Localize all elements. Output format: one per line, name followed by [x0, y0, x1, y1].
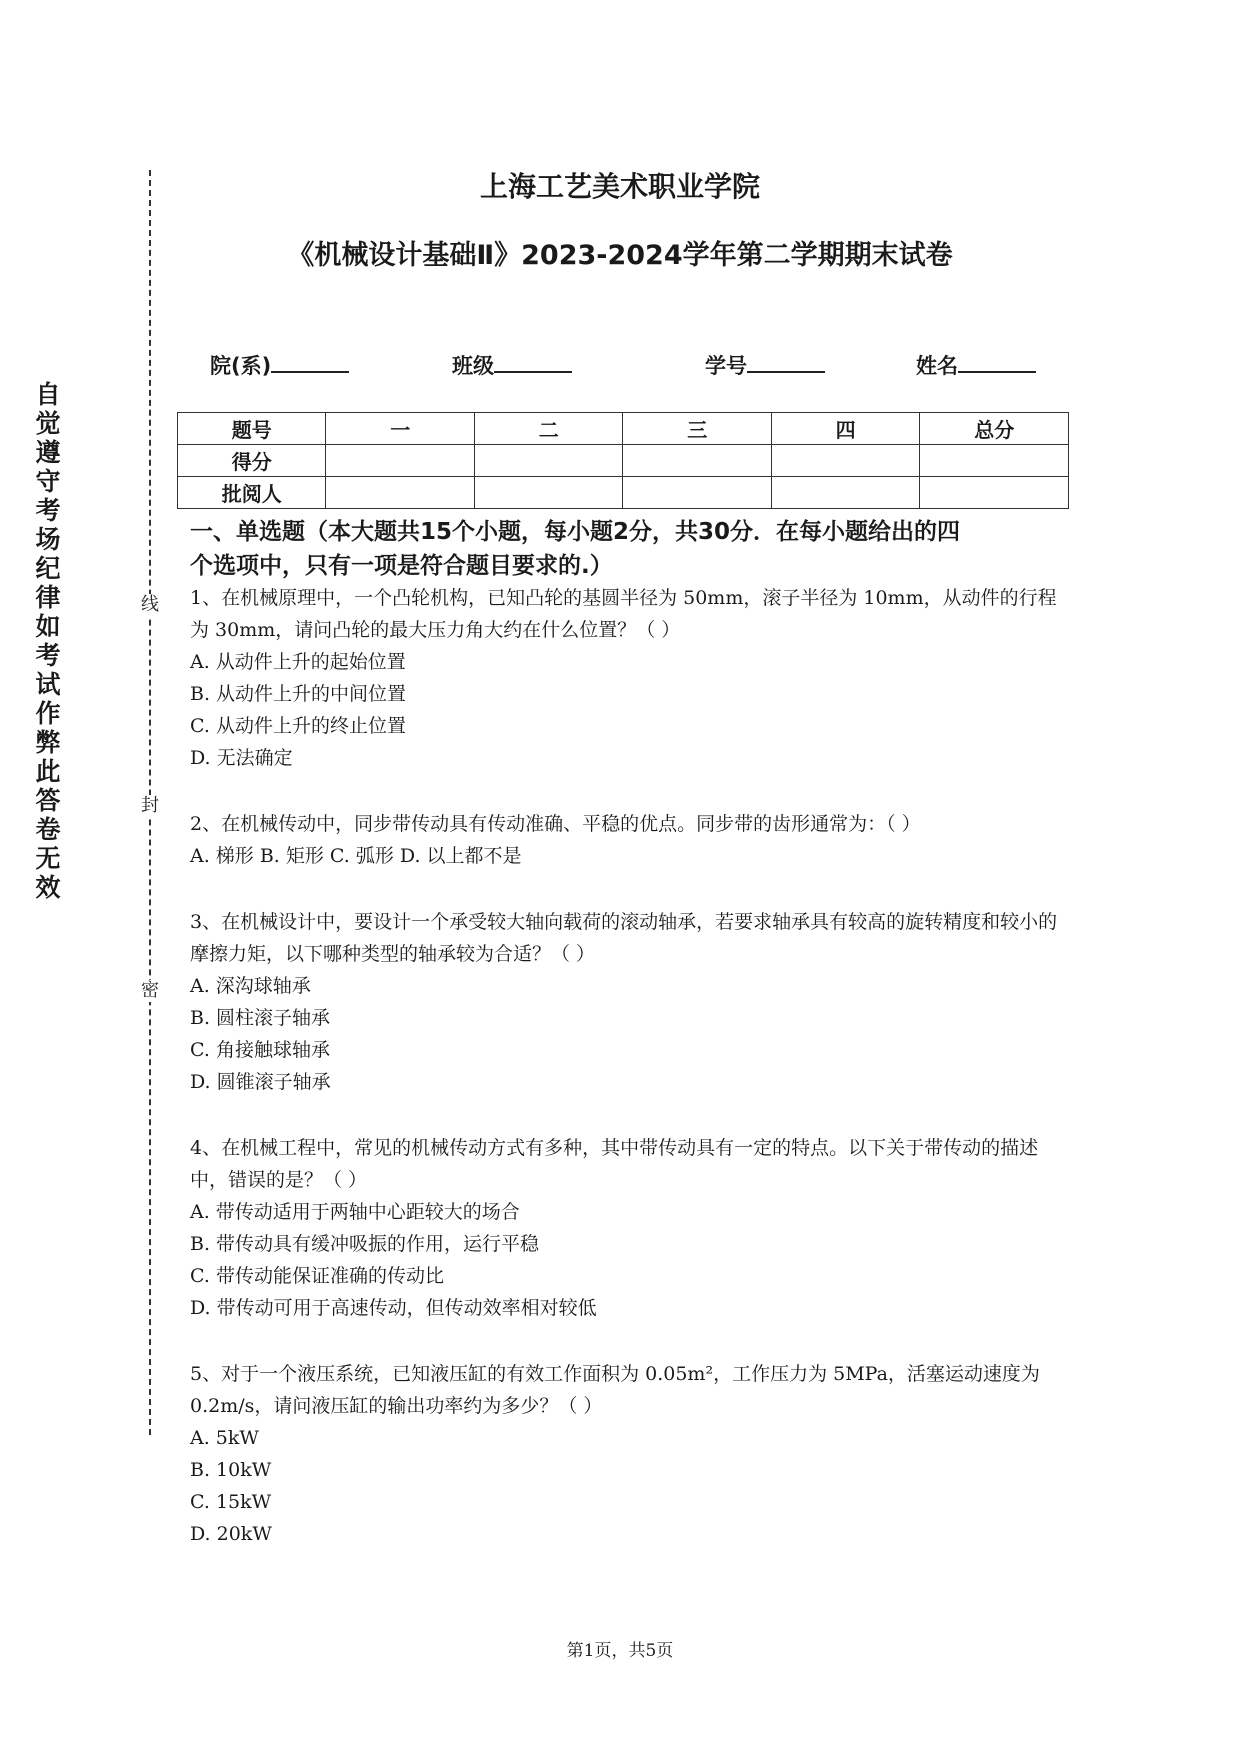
seal-char-seal: 封	[141, 795, 159, 816]
grader-cell[interactable]	[623, 477, 771, 509]
table-header-cell: 总分	[920, 413, 1069, 445]
question-1-text: 1、在机械原理中，一个凸轮机构，已知凸轮的基圆半径为 50mm，滚子半径为 10mm，从动件的行程为 30mm，请问凸轮的最大压力角大约在什么位置？（ ）	[190, 587, 1057, 641]
score-cell[interactable]	[623, 445, 771, 477]
question-4-text: 4、在机械工程中，常见的机械传动方式有多种，其中带传动具有一定的特点。以下关于带传动的描述中，错误的是？（ ）	[190, 1137, 1039, 1191]
class-blank[interactable]	[494, 351, 572, 373]
name-field[interactable]	[916, 350, 1036, 380]
dept-field[interactable]	[210, 350, 349, 380]
question-3-text: 3、在机械设计中，要设计一个承受较大轴向载荷的滚动轴承，若要求轴承具有较高的旋转精度和较小的摩擦力矩，以下哪种类型的轴承较为合适？（ ）	[190, 911, 1058, 965]
section-heading	[190, 515, 1070, 583]
grader-cell[interactable]	[771, 477, 919, 509]
table-row	[178, 445, 1069, 477]
student-id-field[interactable]	[705, 350, 825, 380]
seal-char-line: 线	[141, 594, 159, 615]
question-4-option-d[interactable]: D. 带传动可用于高速传动，但传动效率相对较低	[190, 1297, 597, 1319]
grader-cell[interactable]	[474, 477, 622, 509]
score-table-header-row	[178, 413, 1069, 445]
dept-label: 院(系)	[210, 354, 272, 378]
class-field[interactable]	[452, 350, 572, 380]
score-cell[interactable]	[771, 445, 919, 477]
question-5-text: 5、对于一个液压系统，已知液压缸的有效工作面积为 0.05m²，工作压力为 5MPa，活塞运动速度为 0.2m/s，请问液压缸的输出功率约为多少？（ ）	[190, 1363, 1040, 1417]
row-label: 批阅人	[178, 477, 326, 509]
question-5-option-c[interactable]: C. 15kW	[190, 1491, 272, 1513]
exam-title: 《机械设计基础Ⅱ》2023-2024学年第二学期期末试卷	[287, 240, 953, 271]
question-5-option-b[interactable]: B. 10kW	[190, 1459, 272, 1481]
score-table	[177, 412, 1069, 509]
table-header-cell: 二	[474, 413, 622, 445]
question-4-option-a[interactable]: A. 带传动适用于两轴中心距较大的场合	[190, 1201, 520, 1223]
name-label: 姓名	[916, 354, 958, 378]
question-5-option-a[interactable]: A. 5kW	[190, 1427, 259, 1449]
question-1-option-c[interactable]: C. 从动件上升的终止位置	[190, 715, 406, 737]
question-4-option-b[interactable]: B. 带传动具有缓冲吸振的作用，运行平稳	[190, 1233, 540, 1255]
section-heading-line-2: 个选项中，只有一项是符合题目要求的.）	[190, 553, 613, 579]
seal-char-secret: 密	[141, 980, 159, 1001]
table-header-cell: 四	[771, 413, 919, 445]
grader-cell[interactable]	[326, 477, 474, 509]
question-2-text: 2、在机械传动中，同步带传动具有传动准确、平稳的优点。同步带的齿形通常为：（ ）	[190, 813, 921, 835]
question-1-option-d[interactable]: D. 无法确定	[190, 747, 293, 769]
page-number: 第1页，共5页	[566, 1641, 674, 1661]
row-label: 得分	[178, 445, 326, 477]
question-3-option-b[interactable]: B. 圆柱滚子轴承	[190, 1007, 331, 1029]
question-3-option-c[interactable]: C. 角接触球轴承	[190, 1039, 330, 1061]
name-blank[interactable]	[958, 351, 1036, 373]
section-heading-line-1: 一、单选题（本大题共15个小题，每小题2分，共30分．在每小题给出的四	[190, 519, 961, 545]
question-5-option-d[interactable]: D. 20kW	[190, 1523, 272, 1545]
dept-blank[interactable]	[271, 351, 349, 373]
grader-cell[interactable]	[920, 477, 1069, 509]
question-2-options[interactable]: A. 梯形 B. 矩形 C. 弧形 D. 以上都不是	[190, 845, 522, 867]
class-label: 班级	[452, 354, 494, 378]
table-header-cell: 题号	[178, 413, 326, 445]
exam-discipline-notice: 自觉遵守考场纪律如考试作弊此答卷无效	[35, 380, 61, 902]
question-1-option-b[interactable]: B. 从动件上升的中间位置	[190, 683, 407, 705]
score-cell[interactable]	[474, 445, 622, 477]
student-id-blank[interactable]	[747, 351, 825, 373]
score-cell[interactable]	[326, 445, 474, 477]
table-row	[178, 477, 1069, 509]
school-name: 上海工艺美术职业学院	[479, 170, 760, 203]
student-id-label: 学号	[705, 354, 747, 378]
question-4-option-c[interactable]: C. 带传动能保证准确的传动比	[190, 1265, 444, 1287]
table-header-cell: 三	[623, 413, 771, 445]
table-header-cell: 一	[326, 413, 474, 445]
question-1-option-a[interactable]: A. 从动件上升的起始位置	[190, 651, 406, 673]
question-3-option-a[interactable]: A. 深沟球轴承	[190, 975, 311, 997]
score-cell[interactable]	[920, 445, 1069, 477]
question-3-option-d[interactable]: D. 圆锥滚子轴承	[190, 1071, 331, 1093]
